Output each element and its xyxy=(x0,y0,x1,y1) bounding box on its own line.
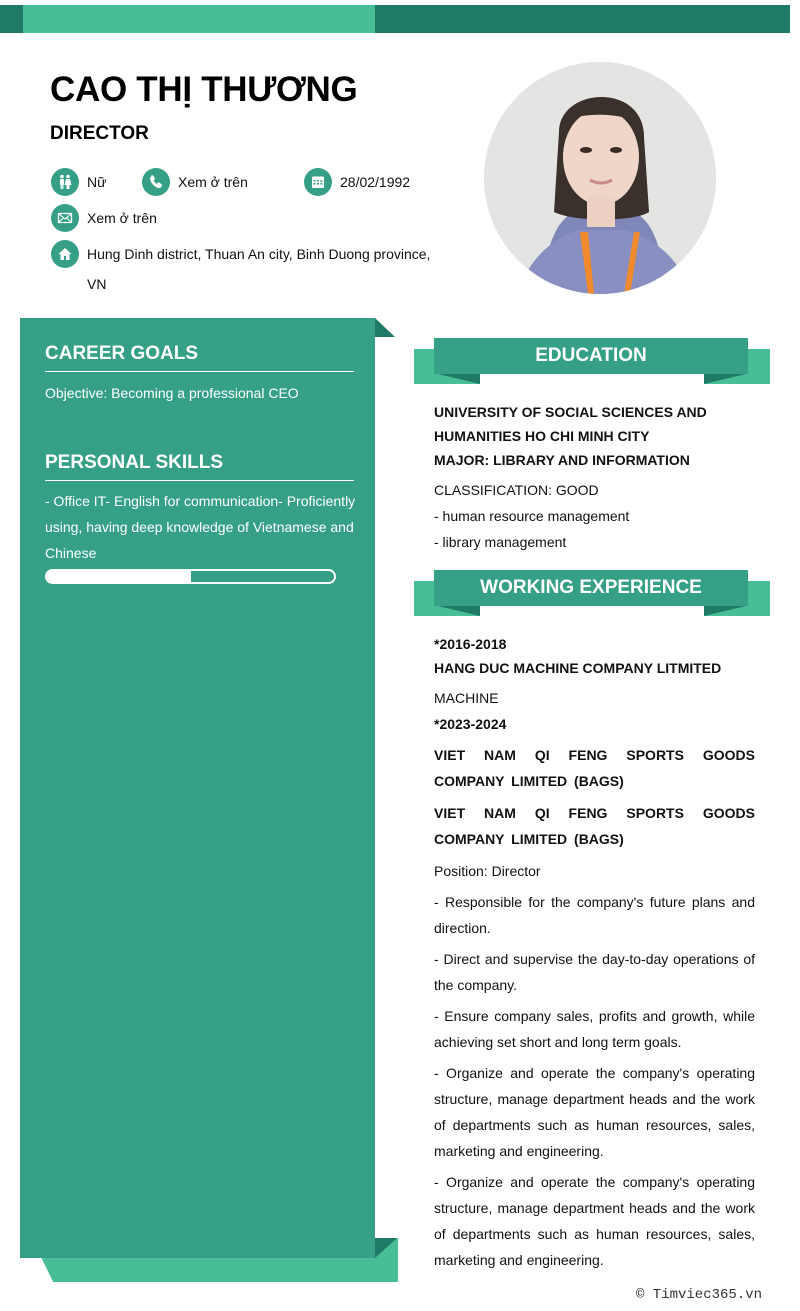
education-school-line1: UNIVERSITY OF SOCIAL SCIENCES AND xyxy=(434,404,707,420)
education-major: MAJOR: LIBRARY AND INFORMATION xyxy=(434,452,690,468)
mail-icon xyxy=(51,204,79,232)
job2-company: VIET NAM QI FENG SPORTS GOODS COMPANY LIMITED (BAGS) xyxy=(434,747,755,789)
skill-level-bar xyxy=(45,569,336,584)
job2-duty: - Organize and operate the company's operating structure, manage department heads and the work of departments such as human resources, sales, marketing and engineering. xyxy=(434,1174,755,1268)
job1-field: MACHINE xyxy=(434,690,499,706)
education-heading: EDUCATION xyxy=(434,338,748,374)
job1-company: HANG DUC MACHINE COMPANY LITMITED xyxy=(434,660,722,676)
email-value: Xem ở trên xyxy=(87,210,157,226)
calendar-icon xyxy=(304,168,332,196)
contact-email xyxy=(51,204,157,232)
job2-company: VIET NAM QI FENG SPORTS GOODS COMPANY LIMITED (BAGS) xyxy=(434,805,755,847)
skill-level-fill xyxy=(47,571,191,582)
job2-duty: - Responsible for the company's future plans and direction. xyxy=(434,894,755,936)
contact-gender xyxy=(51,168,106,196)
experience-ribbon xyxy=(414,570,770,618)
gender-value: Nữ xyxy=(87,174,107,190)
job2-period: *2023-2024 xyxy=(434,716,507,732)
job2-position: Position: Director xyxy=(434,863,541,879)
job2-duty: - Organize and operate the company's operating structure, manage department heads and the work of departments such as human resources, sales, marketing and engineering. xyxy=(434,1065,755,1159)
personal-skills-heading: PERSONAL SKILLS xyxy=(45,452,354,481)
personal-skills-text: - Office IT- English for communication- Proficiently using, having deep knowledge of Vietnamese and Chinese xyxy=(45,493,356,561)
candidate-position: DIRECTOR xyxy=(50,123,149,144)
career-goals-text: Objective: Becoming a professional CEO xyxy=(45,385,299,401)
top-banner-accent xyxy=(23,5,375,33)
birthday-value: 28/02/1992 xyxy=(340,174,411,190)
left-panel-top-fold xyxy=(375,318,395,337)
job1-period: *2016-2018 xyxy=(434,636,507,652)
education-classification: CLASSIFICATION: GOOD xyxy=(434,482,599,498)
footer-copyright: © Timviec365.vn xyxy=(636,1287,763,1303)
job2-duty: - Direct and supervise the day-to-day operations of the company. xyxy=(434,951,755,993)
phone-icon xyxy=(142,168,170,196)
career-goals-heading: CAREER GOALS xyxy=(45,343,354,372)
education-school-line2: HUMANITIES HO CHI MINH CITY xyxy=(434,428,650,444)
contact-address xyxy=(51,240,430,299)
experience-heading: WORKING EXPERIENCE xyxy=(434,570,748,606)
education-item: - library management xyxy=(434,534,567,550)
education-item: - human resource management xyxy=(434,508,630,524)
address-value: Hung Dinh district, Thuan An city, Binh Duong province, VN xyxy=(87,246,431,292)
phone-value: Xem ở trên xyxy=(178,174,248,190)
top-banner xyxy=(0,5,790,33)
gender-icon xyxy=(51,168,79,196)
contact-birthday xyxy=(304,168,410,196)
contact-phone xyxy=(142,168,248,196)
job2-duty: - Ensure company sales, profits and growth, while achieving set short and long term goals. xyxy=(434,1008,755,1050)
education-ribbon xyxy=(414,338,770,386)
home-icon xyxy=(51,240,79,268)
candidate-name: CAO THỊ THƯƠNG xyxy=(50,70,358,109)
profile-photo xyxy=(484,62,716,294)
